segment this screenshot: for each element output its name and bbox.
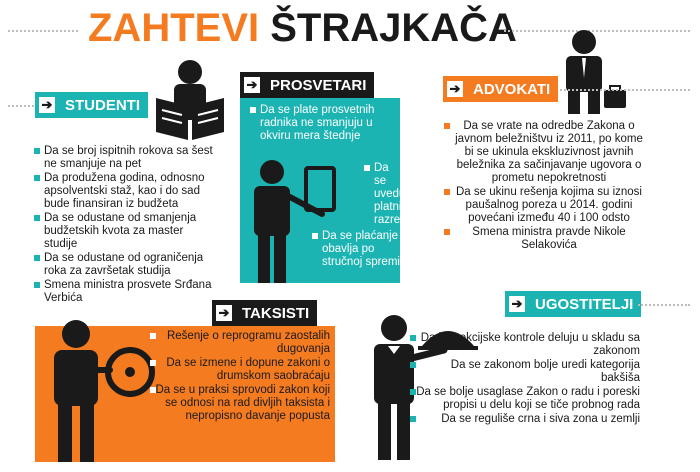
advokati-list	[444, 120, 644, 253]
list-item: Da se bolje usaglase Zakon o radu i poreski propisi u delu koji se tiče probnog rada	[410, 386, 640, 412]
prosvetari-list-2	[364, 162, 410, 228]
section-label-taksisti: ➔ TAKSISTI	[212, 300, 317, 326]
list-item: Da inspekcijske kontrole deluju u skladu sa zakonom	[410, 332, 640, 358]
list-item: Da se plate prosvetnih radnika ne smanjuju u okviru mera štednje	[250, 104, 390, 143]
divider	[560, 89, 690, 91]
list-item: Da se odustane od smanjenja budžetskih kvota za master studije	[34, 212, 214, 251]
prosvetari-list-1	[250, 104, 390, 144]
arrow-icon: ➔	[35, 92, 59, 118]
page-title	[88, 4, 517, 52]
list-item: Da se zakonom bolje uredi kategorija bakšiša	[410, 359, 640, 385]
arrow-icon: ➔	[443, 76, 467, 102]
ugostitelji-list	[410, 332, 640, 427]
list-item: Da se u praksi sprovodi zakon koji se odnosi na rad divljih taksista i nepropisno davanje popusta	[150, 384, 330, 423]
divider	[8, 30, 78, 32]
section-label-prosvetari: ➔ PROSVETARI	[240, 72, 374, 98]
list-item: Da se reguliše crna i siva zona u zemlji	[410, 413, 640, 426]
list-item: Da se izmene i dopune zakoni o drumskom saobraćaju	[150, 357, 330, 383]
student-reading-icon	[150, 58, 230, 153]
arrow-icon: ➔	[505, 291, 529, 317]
list-item: Da se uvedu platni razredi	[364, 162, 400, 227]
list-item: Da se vrate na odredbe Zakona o javnom beležništvu iz 2011, po kome bi se ukinula ekskluzivnost javnih beležnika za sačinjavanje ugovora o prometu nepokretnosti	[444, 120, 644, 185]
list-item: Da se odustane od ograničenja roka za završetak studija	[34, 252, 214, 278]
section-label-ugostitelji: ➔ UGOSTITELJI	[505, 291, 641, 317]
list-item: Smena ministra prosvete Srđana Verbića	[34, 279, 214, 305]
arrow-icon: ➔	[212, 300, 236, 326]
studenti-list	[34, 145, 214, 306]
title-part-1: ZAHTEVI	[88, 6, 260, 50]
section-label-advokati: ➔ ADVOKATI	[443, 76, 558, 102]
divider	[638, 304, 690, 306]
divider	[8, 105, 34, 107]
list-item: Da produžena godina, odnosno apsolventski staž, kao i do sad bude finansiran iz budžeta	[34, 172, 214, 211]
taksisti-list	[150, 330, 330, 424]
title-part-2: ŠTRAJKAČA	[270, 6, 517, 50]
list-item: Da se ukinu rešenja kojima su iznosi paušalnog poreza u 2014. godini povećani između 40 i 100 odsto	[444, 186, 644, 225]
list-item: Da se plaćanje obavlja po stručnoj spremi	[312, 230, 400, 269]
taxi-driver-wheel-icon	[36, 310, 166, 462]
arrow-icon: ➔	[240, 72, 264, 98]
list-item: Da se broj ispitnih rokova sa šest ne smanjuje na pet	[34, 145, 214, 171]
list-item: Rešenje o reprogramu zaostalih dugovanja	[150, 330, 330, 356]
list-item: Smena ministra pravde Nikole Selakovića	[444, 226, 644, 252]
prosvetari-list-3	[312, 230, 400, 270]
section-label-studenti: ➔ STUDENTI	[35, 92, 148, 118]
lawyer-briefcase-icon	[548, 28, 628, 116]
